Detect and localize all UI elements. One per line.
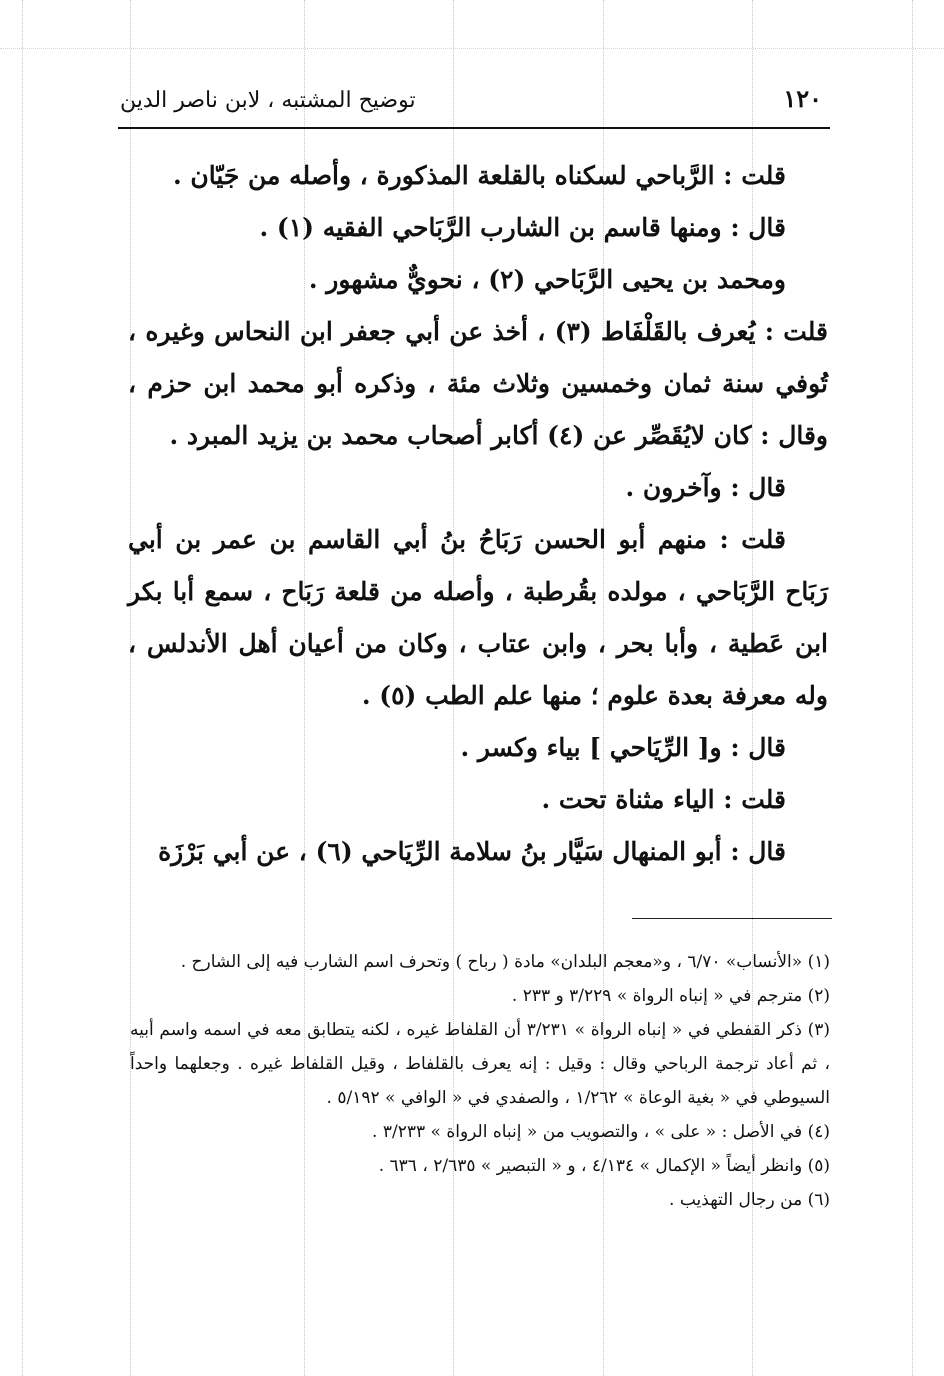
text-paragraph: قال : وآخرون . <box>625 473 786 502</box>
footnote: (٦) من رجال التهذيب . <box>669 1190 830 1210</box>
scan-artifact-line <box>22 0 23 1376</box>
header-rule <box>118 127 830 129</box>
footnotes <box>130 945 830 1217</box>
footnote: (١) «الأنساب» ٦/٧٠ ، و«معجم البلدان» مادة ( رباح ) وتحرف اسم الشارب فيه إلى الشارح . <box>180 952 830 972</box>
footnote: (٣) ذكر القفطي في « إنباه الرواة » ٣/٢٣١ أن القلفاط غيره ، لكنه يتطابق معه في اسمه واسم أبيه ، ثم أعاد ترجمة الرباحي وقال : وقيل : إنه يعرف بالقلفاط ، وقيل القلفاط غيره . وجعلهما واحداً السيوطي في « بغية الوعاة » ١/٢٦٢ ، والصفدي في « الوافي » ٥/١٩٢ . <box>130 1020 830 1108</box>
text-paragraph: ومحمد بن يحيى الرَّبَاحي (٢) ، نحويٌّ مشهور . <box>308 265 786 294</box>
text-paragraph: قال : و[ الرِّيَاحي ] بياء وكسر . <box>460 733 786 762</box>
page-header <box>120 82 828 128</box>
text-paragraph: قلت : الياء مثناة تحت . <box>541 785 786 814</box>
footnote-separator <box>632 918 832 919</box>
text-paragraph: قال : ومنها قاسم بن الشارب الرَّبَاحي الفقيه (١) . <box>259 213 786 242</box>
text-paragraph: قلت : يُعرف بالقَلْفَاط (٣) ، أخذ عن أبي جعفر ابن النحاس وغيره ، تُوفي سنة ثمان وخمسين وثلاث مئة ، وذكره أبو محمد ابن حزم ، وقال : كان لايُقَصِّر عن (٤) أكابر أصحاب محمد بن يزيد المبرد . <box>128 317 828 450</box>
text-paragraph: قال : أبو المنهال سَيَّار بنُ سلامة الرِّيَاحي (٦) ، عن أبي بَرْزَة <box>158 837 786 866</box>
scan-artifact-line <box>912 0 913 1376</box>
footnote: (٢) مترجم في « إنباه الرواة » ٣/٢٢٩ و ٢٣٣ . <box>511 986 830 1006</box>
page-number: ١٢٠ <box>783 84 822 113</box>
main-text <box>128 150 828 878</box>
footnote: (٥) وانظر أيضاً « الإكمال » ٤/١٣٤ ، و « التبصير » ٢/٦٣٥ ، ٦٣٦ . <box>378 1156 830 1176</box>
scan-artifact-line <box>0 48 944 49</box>
text-paragraph: قلت : منهم أبو الحسن رَبَاحُ بنُ أبي القاسم بن عمر بن أبي رَبَاح الرَّبَاحي ، مولده بقُرطبة ، وأصله من قلعة رَبَاح ، سمع أبا بكر ابن عَطية ، وأبا بحر ، وابن عتاب ، وكان من أعيان أهل الأندلس ، وله معرفة بعدة علوم ؛ منها علم الطب (٥) . <box>128 525 828 710</box>
running-title: توضيح المشتبه ، لابن ناصر الدين <box>120 88 416 113</box>
footnote: (٤) في الأصل : « على » ، والتصويب من « إنباه الرواة » ٣/٢٣٣ . <box>372 1122 830 1142</box>
text-paragraph: قلت : الرَّباحي لسكناه بالقلعة المذكورة ، وأصله من جَيّان . <box>172 161 786 190</box>
